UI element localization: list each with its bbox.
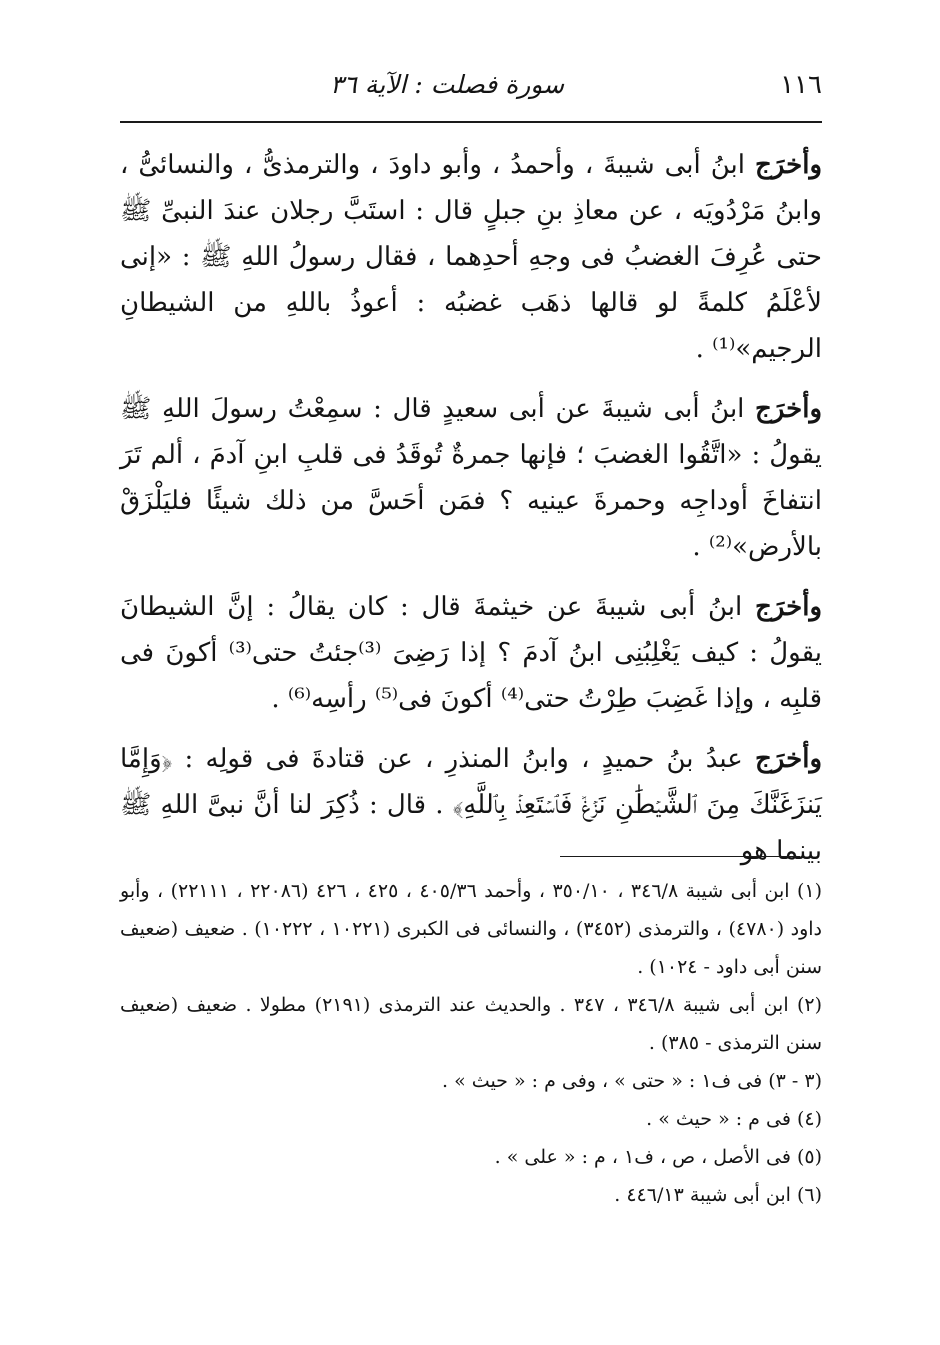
paragraph [120, 142, 822, 372]
paragraph [120, 736, 822, 874]
footnote: (٢) ابن أبى شيبة ٣٤٦/٨ ، ٣٤٧ . والحديث عند الترمذى (٢١٩١) مطولا . ضعيف (ضعيف سنن الترمذى - ٣٨٥) . [120, 994, 823, 1054]
footnote: (٤) فى م : « حيث » . [646, 1108, 822, 1130]
footnote: (١) ابن أبى شيبة ٣٤٦/٨ ، ٣٥٠/١٠ ، وأحمد ٤٠٥/٣٦ ، ٤٢٥ ، ٤٢٦ (٢٢٠٨٦ ، ٢٢١١١) ، وأبو داود (٤٧٨٠) ، والترمذى (٣٤٥٢) ، والنسائى فى الكبرى (١٠٢٢١ ، ١٠٢٢٢) . ضعيف (ضعيف سنن أبى داود - ١٠٢٤) . [120, 880, 823, 978]
main-text [120, 142, 822, 888]
footnotes [120, 872, 822, 1214]
paragraph-lead-word: وأخرَج [755, 150, 822, 180]
paragraph-lead-word: وأخرَج [755, 592, 822, 622]
page-number: ١١٦ [780, 70, 822, 100]
header-divider [120, 121, 822, 123]
paragraph-text: ابنُ أبى شيبةَ عن خيثمةَ قال : كان يقالُ : إنَّ الشيطانَ يقولُ : كيف يَغْلِبُنِى ابنُ آدمَ ؟ إذا رَضِىَ ⁽³⁾جئتُ حتى⁽³⁾ أكونَ فى قلبِه ، وإذا غَضِبَ طِرْتُ حتى⁽⁴⁾ أكونَ فى⁽⁵⁾ رأسِه⁽⁶⁾ . [120, 592, 822, 714]
paragraph-text: عبدُ بنُ حميدٍ ، وابنُ المنذرِ ، عن قتادةَ فى قولِه : ﴿وَإِمَّا يَنزَغَنَّكَ مِنَ ٱلشَّيۡطَٰنِ نَزۡغٞ فَٱسۡتَعِذۡ بِٱللَّهِ﴾ . قال : ذُكِرَ لنا أنَّ نبىَّ اللهِ ﷺ بينما هو [120, 744, 822, 866]
footnote: (٣ - ٣) فى ف١ : « حتى » ، وفى م : « حيث » . [442, 1070, 822, 1092]
paragraph [120, 386, 822, 570]
paragraph-lead-word: وأخرَج [755, 394, 822, 424]
paragraph-text: ابنُ أبى شيبةَ ، وأحمدُ ، وأبو داودَ ، والترمذىُّ ، والنسائىُّ ، وابنُ مَرْدُويَه ، عن معاذِ بنِ جبلٍ قال : استَبَّ رجلان عندَ النبىِّ ﷺ حتى عُرِفَ الغضبُ فى وجهِ أحدِهما ، فقال رسولُ اللهِ ﷺ : «إنى لأعْلَمُ كلمةً لو قالها ذهَب غضبُه : أعوذُ باللهِ من الشيطانِ الرجيم»⁽¹⁾ . [120, 150, 822, 364]
paragraph [120, 584, 822, 722]
running-title: سورة فصلت : الآية ٣٦ [330, 70, 565, 99]
footnote: (٦) ابن أبى شيبة ٤٤٦/١٣ . [614, 1184, 822, 1206]
running-header [120, 66, 822, 110]
paragraph-text: ابنُ أبى شيبةَ عن أبى سعيدٍ قال : سمِعْتُ رسولَ اللهِ ﷺ يقولُ : «اتَّقُوا الغضبَ ؛ فإنها جمرةٌ تُوقَدُ فى قلبِ ابنِ آدمَ ، ألم تَرَ انتفاخَ أوداجِه وحمرةَ عينيه ؟ فمَن أحَسَّ من ذلك شيئًا فليَلْزَقْ بالأرض»⁽²⁾ . [120, 394, 822, 562]
footnote-divider [560, 856, 800, 857]
footnote: (٥) فى الأصل ، ص ، ف١ ، م : « على » . [494, 1146, 822, 1168]
paragraph-lead-word: وأخرَج [755, 744, 822, 774]
